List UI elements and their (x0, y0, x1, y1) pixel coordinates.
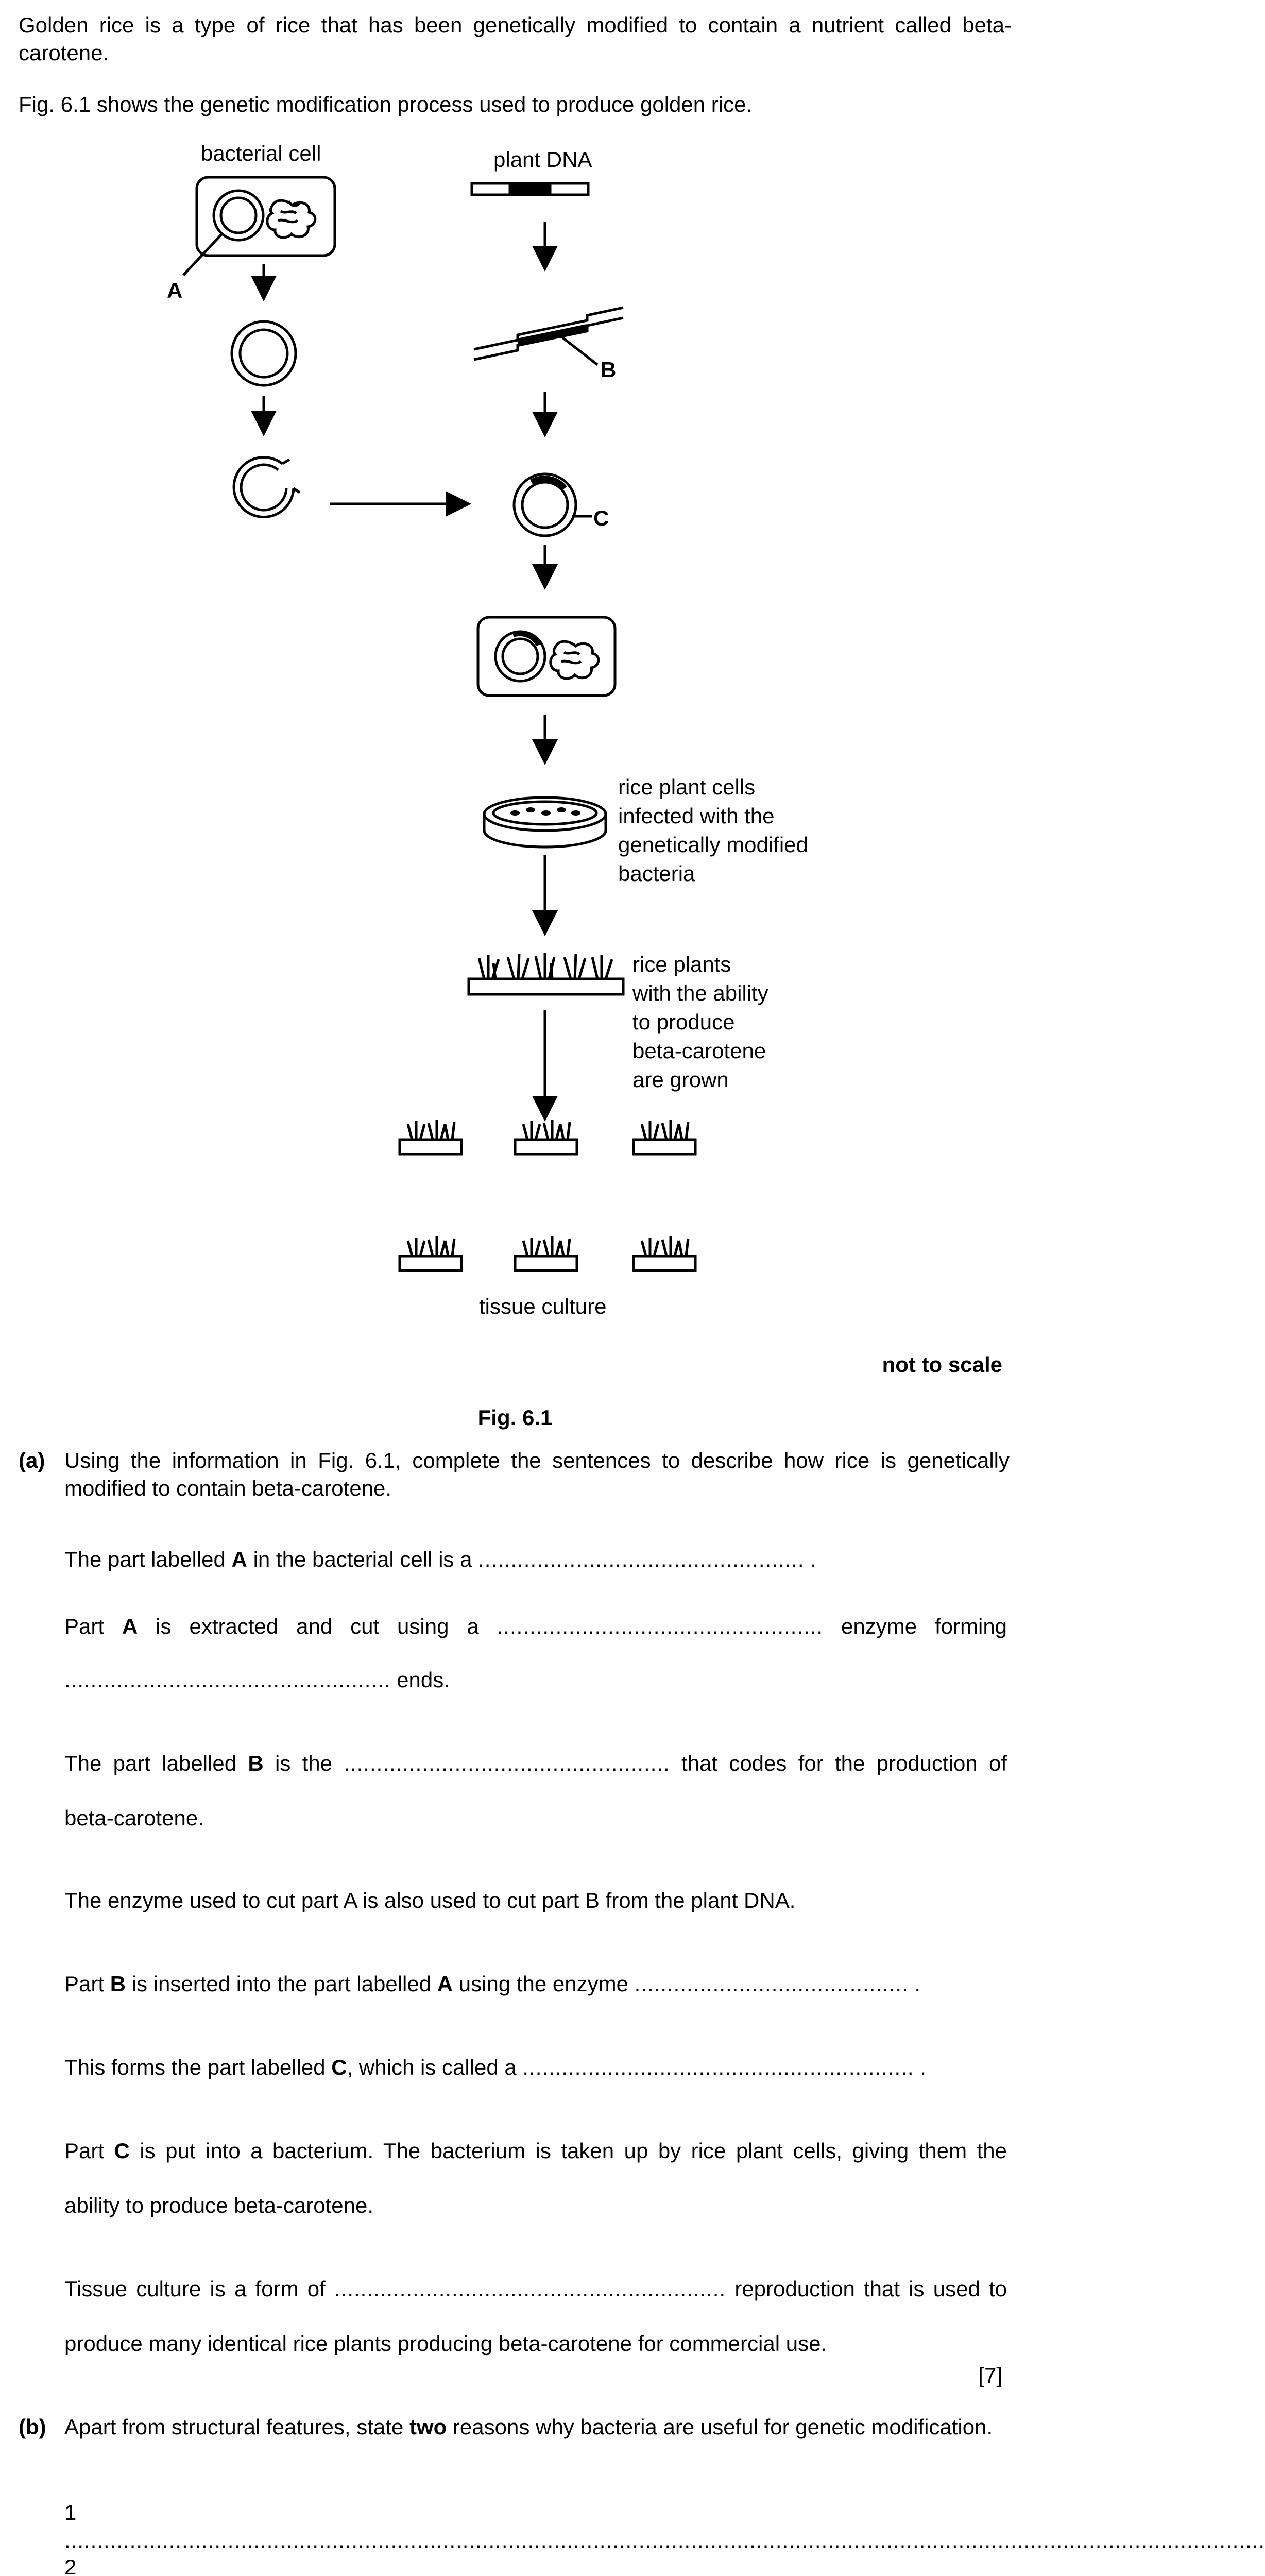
cut-plasmid (234, 457, 294, 517)
not-to-scale: not to scale (882, 1352, 1002, 1377)
label-rice-cells-1: rice plant cells (618, 775, 756, 799)
qa-sentence-5: Part B is inserted into the part labelled A using the enzyme .......................................... . (64, 1972, 921, 1996)
answer-blank-2[interactable]: .................................................. (497, 1614, 824, 1638)
qa-sentence-3b: beta-carotene. (64, 1806, 204, 1830)
tissue-culture-trays (400, 1120, 695, 1270)
label-b: B (601, 358, 617, 382)
question-a-prompt: Using the information in Fig. 6.1, complete the sentences to describe how rice is genetically modified to contain beta-carotene. (64, 1448, 1010, 1500)
label-tissue-culture: tissue culture (479, 1294, 607, 1318)
qa-sentence-8: Tissue culture is a form of ............................................................ reproduction that is used to (64, 2277, 1007, 2301)
rice-plants (479, 953, 612, 979)
answer-blank-3[interactable]: .................................................. (64, 1668, 391, 1692)
question-a-number: (a) (19, 1448, 45, 1472)
qa-sentence-1: The part labelled A in the bacterial cell is a .................................................. . (64, 1547, 816, 1571)
qa-sentence-2: Part A is extracted and cut using a .................................................. enzyme forming (64, 1614, 1007, 1638)
cut-plant-dna (474, 308, 623, 349)
isolated-plasmid (232, 321, 296, 385)
answer-line-b1[interactable]: 1 ........................................................................................................................................................................................ (64, 2500, 1265, 2552)
label-rice-cells-4: bacteria (618, 861, 695, 886)
answer-blank-4[interactable]: .................................................. (344, 1751, 670, 1775)
label-rice-cells-3: genetically modified (618, 833, 808, 857)
label-c: C (593, 506, 609, 530)
answer-blank-1[interactable]: .................................................. (478, 1547, 805, 1571)
question-a-mark: [7] (978, 2363, 1002, 2387)
label-rice-plants-3: to produce (632, 1010, 735, 1034)
label-bacterial-cell: bacterial cell (201, 141, 321, 165)
label-rice-plants-2: with the ability (632, 981, 768, 1005)
label-rice-cells-2: infected with the (618, 804, 775, 828)
answer-blank-6[interactable]: ............................................................ (522, 2055, 914, 2079)
bacterial-chromosome (267, 200, 315, 238)
figure-caption: Fig. 6.1 (477, 1405, 553, 1430)
label-rice-plants-1: rice plants (632, 952, 731, 976)
qa-sentence-4: The enzyme used to cut part A is also used to cut part B from the plant DNA. (64, 1888, 796, 1912)
qa-sentence-7b: ability to produce beta-carotene. (64, 2193, 374, 2217)
intro-paragraph-1: Golden rice is a type of rice that has been genetically modified to contain a nutrient called beta-carotene. (19, 13, 1012, 65)
answer-blank-5[interactable]: .......................................... (634, 1972, 909, 1996)
figure-6-1 (0, 134, 1030, 1360)
label-plant-dna: plant DNA (493, 147, 592, 172)
question-b-number: (b) (19, 2415, 46, 2439)
qa-sentence-7: Part C is put into a bacterium. The bacterium is taken up by rice plant cells, giving them the (64, 2139, 1007, 2163)
qa-sentence-2b: .................................................. ends. (64, 1668, 450, 1692)
question-b-prompt: Apart from structural features, state two reasons why bacteria are useful for genetic modification. (64, 2415, 993, 2439)
intro-paragraph-2: Fig. 6.1 shows the genetic modification process used to produce golden rice. (19, 92, 753, 116)
rice-plant-tray (469, 979, 623, 994)
label-rice-plants-4: beta-carotene (632, 1039, 766, 1063)
label-rice-plants-5: are grown (632, 1067, 729, 1092)
label-a: A (167, 278, 183, 302)
qa-sentence-3: The part labelled B is the .................................................. that codes for the production of (64, 1751, 1007, 1775)
qa-sentence-8b: produce many identical rice plants producing beta-carotene for commercial use. (64, 2331, 827, 2355)
answer-line-b2[interactable]: 2 (64, 2555, 77, 2576)
gm-bacterium (478, 617, 615, 696)
answer-blank-7[interactable]: ............................................................ (334, 2277, 726, 2301)
qa-sentence-6: This forms the part labelled C, which is called a ............................................................ . (64, 2055, 926, 2079)
